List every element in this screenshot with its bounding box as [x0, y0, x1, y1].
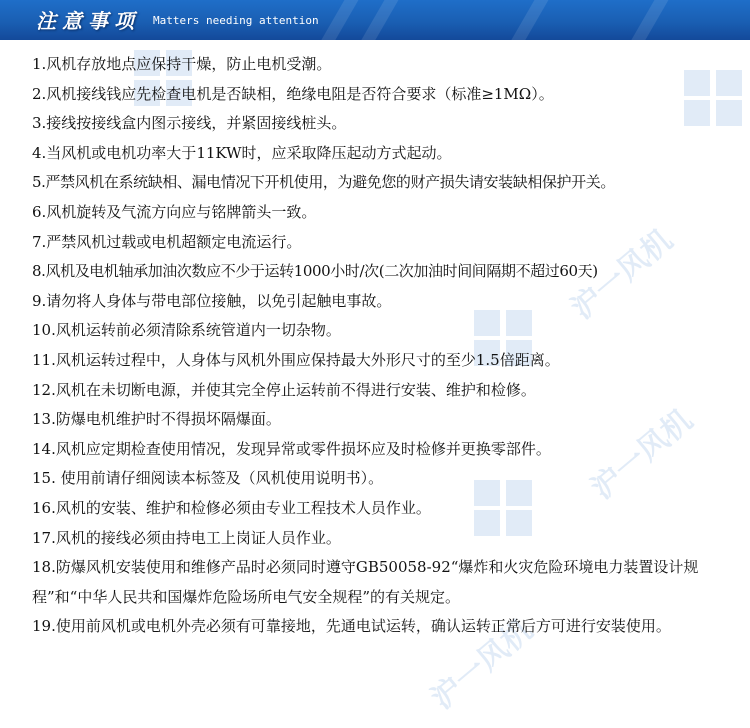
- watermark-text: 沪一风机: [565, 222, 680, 327]
- list-item-text: 19.使用前风机或电机外壳必须有可靠接地，先通电试运转，确认运转正常后方可进行安装使用。: [32, 617, 671, 636]
- list-item: [32, 494, 744, 524]
- list-item: [32, 287, 744, 317]
- list-item-text: 12.风机在未切断电源，并使其完全停止运转前不得进行安装、维护和检修。: [32, 380, 536, 399]
- list-item-text: 10.风机运转前必须清除系统管道内一切杂物。: [32, 321, 341, 340]
- list-item-text: 17.风机的接线必须由持电工上岗证人员作业。: [32, 528, 341, 547]
- list-item: [32, 257, 744, 287]
- list-item: [32, 80, 744, 110]
- list-item: [32, 168, 744, 198]
- list-item-text: 2.风机接线钱应先检查电机是否缺相，绝缘电阻是否符合要求（标准≥1MΩ）。: [32, 84, 554, 103]
- header-banner: [0, 0, 750, 40]
- list-item-text: 7.严禁风机过载或电机超额定电流运行。: [32, 232, 302, 251]
- list-item: [32, 316, 744, 346]
- list-item: [32, 435, 744, 465]
- list-item-text: 14.风机应定期检查使用情况，发现异常或零件损坏应及时检修并更换零部件。: [32, 439, 551, 458]
- list-item: [32, 228, 744, 258]
- list-item-text: 13.防爆电机维护时不得损坏隔爆面。: [32, 410, 281, 429]
- list-item: [32, 50, 744, 80]
- list-item: [32, 524, 744, 554]
- page-subtitle: Matters needing attention: [153, 14, 319, 27]
- list-item: [32, 198, 744, 228]
- list-item: [32, 376, 744, 406]
- page-title: 注意事项: [36, 9, 140, 33]
- list-item-text: 6.风机旋转及气流方向应与铭牌箭头一致。: [32, 202, 317, 221]
- list-item: [32, 612, 744, 642]
- list-item-text: 8.风机及电机轴承加油次数应不少于运转1000小时/次(二次加油时间间隔期不超过60天): [32, 262, 598, 281]
- attention-list: [32, 50, 744, 642]
- watermark-text: 沪一风机: [425, 612, 540, 717]
- list-item-text: 16.风机的安装、维护和检修必须由专业工程技术人员作业。: [32, 498, 431, 517]
- list-item-text: 9.请勿将人身体与带电部位接触，以免引起触电事故。: [32, 291, 392, 310]
- list-item-text: 5.严禁风机在系统缺相、漏电情况下开机使用，为避免您的财产损失请安装缺相保护开关。: [32, 173, 615, 192]
- list-item: [32, 139, 744, 169]
- list-item-text: 15. 使用前请仔细阅读本标签及（风机使用说明书）。: [32, 469, 384, 488]
- list-item-text: 1.风机存放地点应保持干燥，防止电机受潮。: [32, 55, 332, 73]
- list-item: [32, 346, 744, 376]
- list-item-text: 3.接线按接线盒内图示接线，并紧固接线桩头。: [32, 114, 347, 133]
- list-item: [32, 553, 744, 612]
- list-item: [32, 109, 744, 139]
- list-item-text: 4.当风机或电机功率大于11KW时，应采取降压起动方式起动。: [32, 143, 452, 162]
- watermark-text: 沪一风机: [585, 402, 700, 507]
- list-item-text: 11.风机运转过程中，人身体与风机外围应保持最大外形尺寸的至少1.5倍距离。: [32, 350, 560, 369]
- list-item-text: 18.防爆风机安装使用和维修产品时必须同时遵守GB50058-92“爆炸和火灾危险环境电力装置设计规程”和“中华人民共和国爆炸危险场所电气安全规程”的有关规定。: [32, 558, 699, 606]
- list-item: [32, 405, 744, 435]
- list-item: [32, 464, 744, 494]
